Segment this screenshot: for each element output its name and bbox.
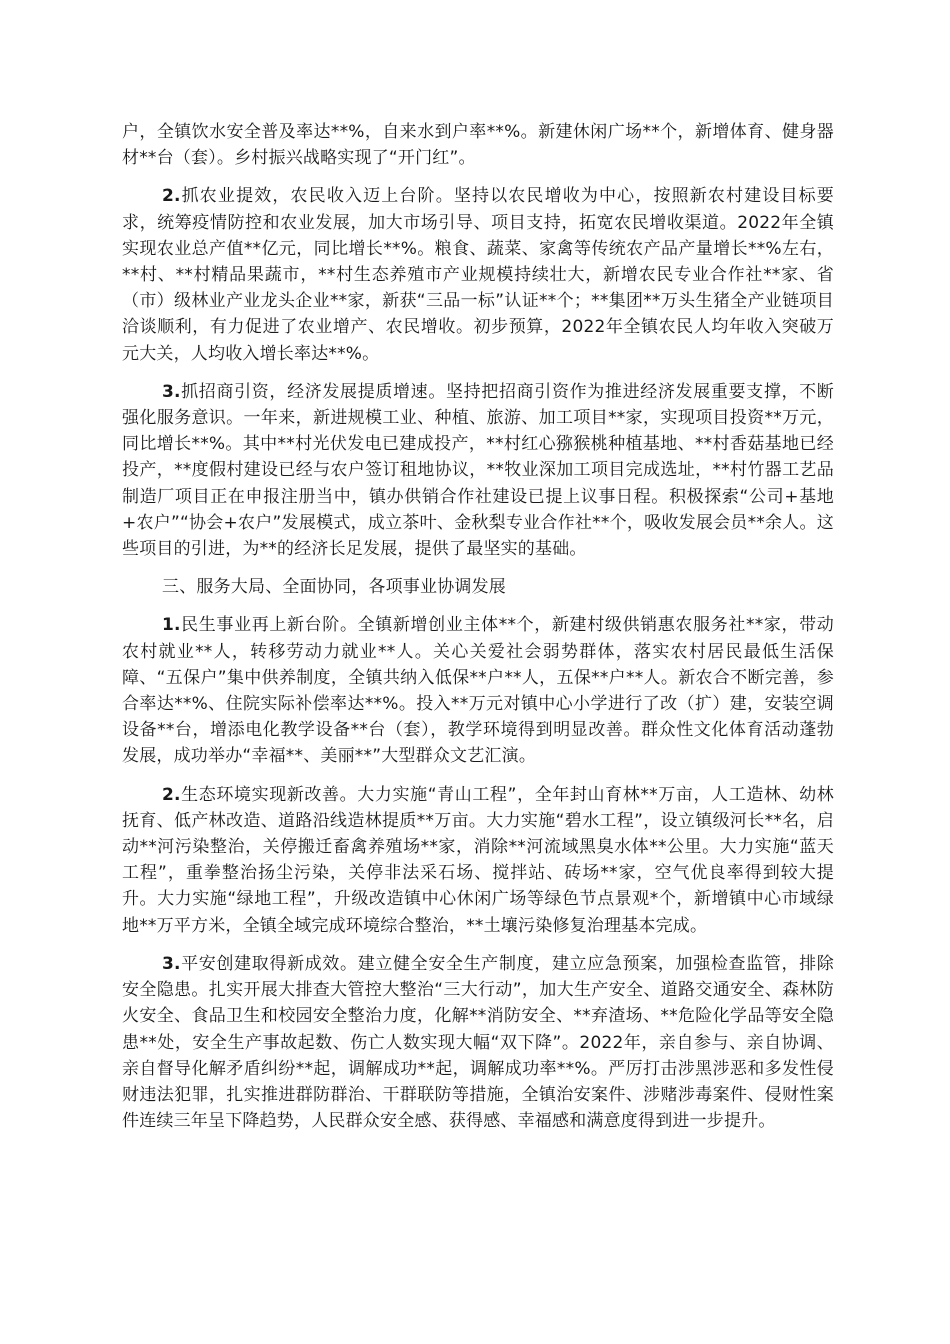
paragraph-text: 抓农业提效，农民收入迈上台阶。坚持以农民增收为中心，按照新农村建设目标要求，统筹疫情防控和农业发展，加大市场引导、项目支持，拓宽农民增收渠道。2022年全镇实现农业总产值**亿元，同比增长**%。粮食、蔬菜、家禽等传统农产品产量增长**%左右，**村、**村精品果蔬市，**村生态养殖市产业规模持续壮大，新增农民专业合作社**家、省（市）级林业产业龙头企业**家，新获“三品一标”认证**个；**集团**万头生猪全产业链项目洽谈顺利，有力促进了农业增产、农民增收。初步预算，2022年全镇农民人均年收入突破万元大关，人均收入增长率达**%。	[122, 186, 834, 364]
livelihood-paragraph	[122, 612, 834, 769]
ecology-paragraph	[122, 782, 834, 939]
investment-paragraph	[122, 379, 834, 562]
paragraph-text: 抓招商引资，经济发展提质增速。坚持把招商引资作为推进经济发展重要支撑，不断强化服务意识。一年来，新进规模工业、种植、旅游、加工项目**家，实现项目投资**万元，同比增长**%。其中**村光伏发电已建成投产，**村红心猕猴桃种植基地、**村香菇基地已经投产，**度假村建设已经与农户签订租地协议，**牧业深加工项目完成选址，**村竹器工艺品制造厂项目正在申报注册当中，镇办供销合作社建设已提上议事日程。积极探索“公司+基地+农户”“协会+农户”发展模式，成立茶叶、金秋梨专业合作社**个，吸收发展会员**余人。这些项目的引进，为**的经济长足发展，提供了最坚实的基础。	[122, 381, 834, 560]
agriculture-paragraph	[122, 183, 834, 366]
paragraph-text: 生态环境实现新改善。大力实施“青山工程”，全年封山育林**万亩，人工造林、幼林抚育、低产林改造、道路沿线造林提质**万亩。大力实施“碧水工程”，设立镇级河长**名，启动**河污染整治，关停搬迁畜禽养殖场**家，消除**河流域黑臭水体**公里。大力实施“蓝天工程”，重拳整治扬尘污染，关停非法采石场、搅拌站、砖场**家，空气优良率得到较大提升。大力实施“绿地工程”，升级改造镇中心休闲广场等绿色节点景观*个，新增镇中心市域绿地**万平方米，全镇全域完成环境综合整治，**土壤污染修复治理基本完成。	[122, 784, 834, 936]
safety-paragraph	[122, 951, 834, 1134]
paragraph-number: 2.	[162, 186, 181, 207]
paragraph-number: 3.	[162, 953, 181, 974]
paragraph-number: 3.	[162, 381, 181, 402]
paragraph-number: 2.	[162, 784, 181, 805]
section-heading: 三、服务大局、全面协同，各项事业协调发展	[162, 577, 506, 598]
document-page	[122, 119, 834, 1134]
paragraph-text: 民生事业再上新台阶。全镇新增创业主体**个，新建村级供销惠农服务社**家，带动农村就业**人，转移劳动力就业**人。关心关爱社会弱势群体，落实农村居民最低生活保障、“五保户”集中供养制度，全镇共纳入低保**户**人，五保**户**人。新农合不断完善，参合率达**%、住院实际补偿率达**%。投入**万元对镇中心小学进行了改（扩）建，安装空调设备**台，增添电化教学设备**台（套），教学环境得到明显改善。群众性文化体育活动蓬勃发展，成功举办“幸福**、美丽**”大型群众文艺汇演。	[122, 615, 834, 767]
paragraph-number: 1.	[162, 615, 181, 636]
intro-tail-paragraph: 户，全镇饮水安全普及率达**%，自来水到户率**%。新建休闲广场**个，新增体育、健身器材**台（套）。乡村振兴战略实现了“开门红”。	[122, 122, 834, 169]
paragraph-text: 平安创建取得新成效。建立健全安全生产制度，建立应急预案，加强检查监管，排除安全隐患。扎实开展大排查大管控大整治“三大行动”，加大生产安全、道路交通安全、森林防火安全、食品卫生和校园安全整治力度，化解**消防安全、**弃渣场、**危险化学品等安全隐患**处，安全生产事故起数、伤亡人数实现大幅“双下降”。2022年，亲自参与、亲自协调、亲自督导化解矛盾纠纷**起，调解成功**起，调解成功率**%。严厉打击涉黑涉恶和多发性侵财违法犯罪，扎实推进群防群治、干群联防等措施，全镇治安案件、涉赌涉毒案件、侵财性案件连续三年呈下降趋势，人民群众安全感、获得感、幸福感和满意度得到进一步提升。	[122, 953, 834, 1132]
